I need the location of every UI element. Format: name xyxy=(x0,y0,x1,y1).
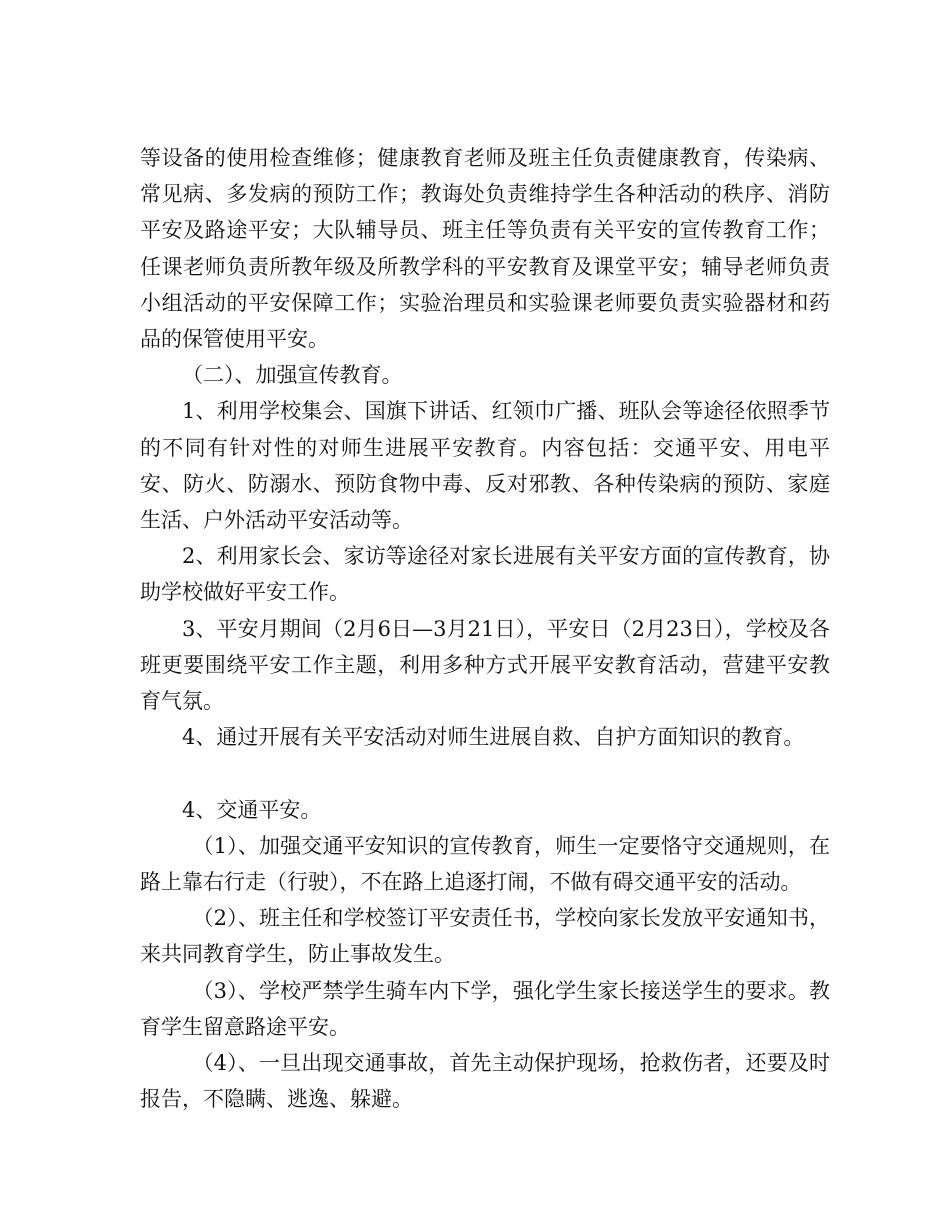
document-body xyxy=(140,140,830,1117)
paragraph-traffic-4: （4）、一旦出现交通事故，首先主动保护现场，抢救伤者，还要及时报告，不隐瞒、逃逸、躲避。 xyxy=(140,1051,830,1112)
blank-line xyxy=(140,755,830,791)
paragraph-traffic-3: （3）、学校严禁学生骑车内下学，强化学生家长接送学生的要求。教育学生留意路途平安。 xyxy=(140,978,830,1039)
paragraph-traffic-2: （2）、班主任和学校签订平安责任书，学校向家长发放平安通知书，来共同教育学生，防止事故发生。 xyxy=(140,906,830,967)
paragraph-item-2: 2、利用家长会、家访等途径对家长进展有关平安方面的宣传教育，协助学校做好平安工作。 xyxy=(140,544,830,605)
section-heading-publicity: （二）、加强宣传教育。 xyxy=(182,363,403,388)
section-heading-traffic: 4、交通平安。 xyxy=(182,797,322,822)
paragraph-responsibilities: 等设备的使用检查维修；健康教育老师及班主任负责健康教育，传染病、常见病、多发病的预防工作；教诲处负责维持学生各种活动的秩序、消防平安及路途平安；大队辅导员、班主任等负责有关平安的宣传教育工作；任课老师负责所教年级及所教学科的平安教育及课堂平安；辅导老师负责小组活动的平安保障工作；实验治理员和实验课老师要负责实验器材和药品的保管使用平安。 xyxy=(140,146,830,352)
paragraph-item-3: 3、平安月期间（2月6日—3月21日），平安日（2月23日），学校及各班更要围绕平安工作主题，利用多种方式开展平安教育活动，营建平安教育气氛。 xyxy=(140,616,830,714)
paragraph-traffic-1: （1）、加强交通平安知识的宣传教育，师生一定要恪守交通规则，在路上靠右行走（行驶），不在路上追逐打闹，不做有碍交通平安的活动。 xyxy=(140,833,830,895)
paragraph-item-4: 4、通过开展有关平安活动对师生进展自救、自护方面知识的教育。 xyxy=(182,725,805,750)
paragraph-item-1: 1、利用学校集会、国旗下讲话、红领巾广播、班队会等途径依照季节的不同有针对性的对师生进展平安教育。内容包括：交通平安、用电平安、防火、防溺水、预防食物中毒、反对邪教、各种传染病的预防、家庭生活、户外活动平安活动等。 xyxy=(140,399,830,533)
